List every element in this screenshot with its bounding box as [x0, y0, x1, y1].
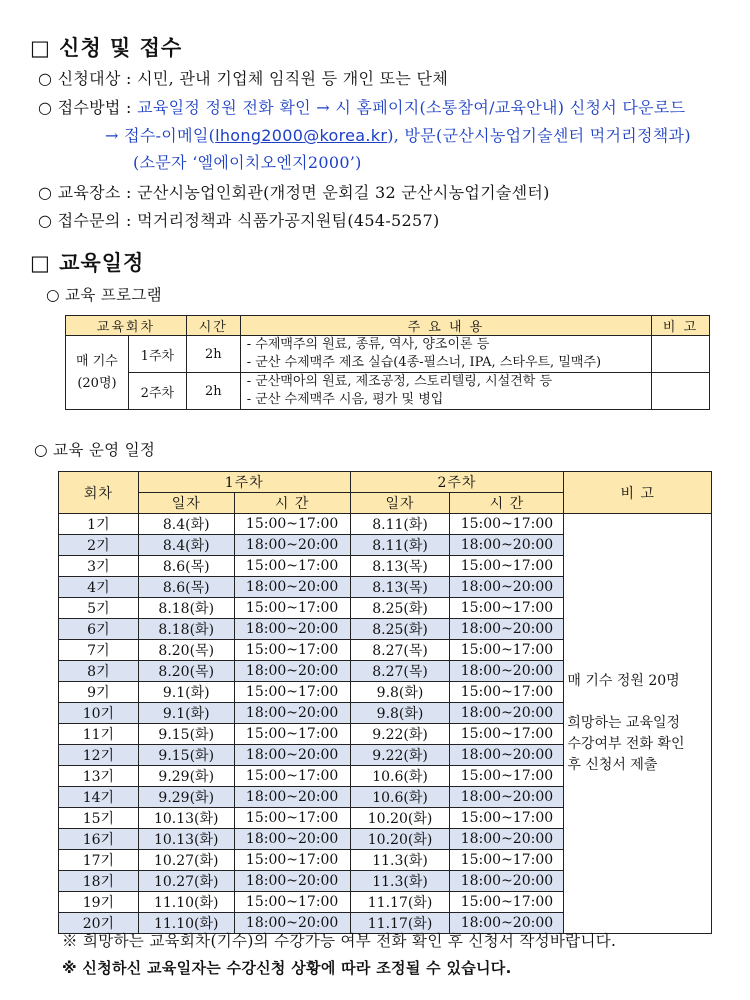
schedule-label: ○ 교육 운영 일정: [34, 441, 156, 459]
sched-header-round: 회차: [59, 472, 139, 514]
method-line2-post: ), 방문(군산시농업기술센터 먹거리정책과): [387, 126, 691, 145]
time2-cell: 15:00~17:00: [450, 850, 564, 871]
prog-content: [240, 373, 651, 410]
date1-cell: 9.29(화): [138, 766, 234, 787]
time1-cell: 15:00~17:00: [234, 640, 350, 661]
date1-cell: 8.4(화): [138, 514, 234, 535]
method-text: 교육일정 정원 전화 확인 → 시 홈페이지(소통참여/교육안내) 신청서 다운로드: [137, 98, 686, 117]
round-cell: 19기: [59, 892, 139, 913]
footnote-2: ※ 신청하신 교육일자는 수강신청 상황에 따라 조정될 수 있습니다.: [62, 959, 512, 977]
schedule-note-line: 수강여부 전화 확인: [567, 736, 685, 752]
time1-cell: 15:00~17:00: [234, 556, 350, 577]
prog-time: 2h: [186, 336, 240, 373]
date1-cell: 11.10(화): [138, 892, 234, 913]
date1-cell: 8.18(화): [138, 598, 234, 619]
prog-group-cell: [66, 336, 129, 410]
date1-cell: 9.29(화): [138, 787, 234, 808]
time2-cell: 15:00~17:00: [450, 556, 564, 577]
date2-cell: 8.27(목): [350, 640, 450, 661]
time1-cell: 15:00~17:00: [234, 892, 350, 913]
time2-cell: 18:00~20:00: [450, 535, 564, 556]
date1-cell: 10.27(화): [138, 850, 234, 871]
sched-header-week1: 1주차: [138, 472, 350, 493]
date2-cell: 9.22(화): [350, 724, 450, 745]
schedule-note-line: 후 신청서 제출: [567, 757, 658, 773]
time2-cell: 15:00~17:00: [450, 892, 564, 913]
round-cell: 18기: [59, 871, 139, 892]
round-cell: 10기: [59, 703, 139, 724]
time1-cell: 15:00~17:00: [234, 514, 350, 535]
time2-cell: 15:00~17:00: [450, 766, 564, 787]
time2-cell: 18:00~20:00: [450, 619, 564, 640]
schedule-note-cell: [564, 514, 712, 934]
time2-cell: 18:00~20:00: [450, 787, 564, 808]
date2-cell: 8.13(목): [350, 577, 450, 598]
prog-content-line: - 군산맥아의 원료, 제조공정, 스토리텔링, 시설견학 등: [246, 374, 553, 389]
round-cell: 11기: [59, 724, 139, 745]
date2-cell: 10.20(화): [350, 829, 450, 850]
round-cell: 13기: [59, 766, 139, 787]
time2-cell: 15:00~17:00: [450, 514, 564, 535]
prog-content: [240, 336, 651, 373]
date2-cell: 10.20(화): [350, 808, 450, 829]
date1-cell: 8.18(화): [138, 619, 234, 640]
round-cell: 1기: [59, 514, 139, 535]
time1-cell: 18:00~20:00: [234, 703, 350, 724]
schedule-note-line: 매 기수 정원 20명: [567, 673, 680, 689]
round-cell: 9기: [59, 682, 139, 703]
prog-note: [652, 373, 710, 410]
date1-cell: 10.13(화): [138, 829, 234, 850]
schedule-note-line: [567, 692, 708, 713]
date1-cell: 11.10(화): [138, 913, 234, 934]
date1-cell: 8.20(목): [138, 661, 234, 682]
section-heading-application: □ 신청 및 접수: [30, 36, 183, 60]
time1-cell: 18:00~20:00: [234, 619, 350, 640]
sched-header-time1: 시 간: [234, 493, 350, 514]
sched-header-date1: 일자: [138, 493, 234, 514]
prog-content-line: - 군산 수제맥주 제조 실습(4종-필스너, IPA, 스타우트, 밀맥주): [246, 355, 602, 370]
place-line: ○ 교육장소 : 군산시농업인회관(개정면 운회길 32 군산시농업기술센터): [38, 183, 550, 202]
round-cell: 2기: [59, 535, 139, 556]
date1-cell: 10.13(화): [138, 808, 234, 829]
date2-cell: 11.17(화): [350, 913, 450, 934]
date1-cell: 9.15(화): [138, 724, 234, 745]
time2-cell: 18:00~20:00: [450, 829, 564, 850]
method-prefix: ○ 접수방법 :: [38, 98, 138, 117]
time1-cell: 18:00~20:00: [234, 535, 350, 556]
time2-cell: 18:00~20:00: [450, 745, 564, 766]
prog-group: 매 기수: [76, 353, 118, 369]
sched-header-note: 비 고: [564, 472, 712, 514]
date2-cell: 8.13(목): [350, 556, 450, 577]
date1-cell: 9.1(화): [138, 703, 234, 724]
round-cell: 4기: [59, 577, 139, 598]
time1-cell: 15:00~17:00: [234, 682, 350, 703]
date2-cell: 8.27(목): [350, 661, 450, 682]
date2-cell: 9.22(화): [350, 745, 450, 766]
prog-week: 1주차: [128, 336, 186, 373]
round-cell: 6기: [59, 619, 139, 640]
prog-header-note: 비 고: [652, 316, 710, 336]
date1-cell: 8.20(목): [138, 640, 234, 661]
schedule-note-line: 희망하는 교육일정: [567, 715, 681, 731]
date2-cell: 11.3(화): [350, 871, 450, 892]
time2-cell: 15:00~17:00: [450, 640, 564, 661]
date1-cell: 9.15(화): [138, 745, 234, 766]
prog-content-line: - 수제맥주의 원료, 종류, 역사, 양조이론 등: [246, 337, 490, 352]
date1-cell: 9.1(화): [138, 682, 234, 703]
time2-cell: 15:00~17:00: [450, 724, 564, 745]
date1-cell: 8.4(화): [138, 535, 234, 556]
prog-note: [652, 336, 710, 373]
method-line2: [105, 123, 691, 146]
prog-time: 2h: [186, 373, 240, 410]
round-cell: 7기: [59, 640, 139, 661]
sched-header-time2: 시 간: [450, 493, 564, 514]
time2-cell: 18:00~20:00: [450, 871, 564, 892]
time1-cell: 15:00~17:00: [234, 808, 350, 829]
inquiry-line: ○ 접수문의 : 먹거리정책과 식품가공지원팀(454-5257): [38, 211, 440, 230]
date2-cell: 9.8(화): [350, 703, 450, 724]
schedule-body: [59, 514, 712, 934]
prog-header-time: 시간: [186, 316, 240, 336]
time2-cell: 15:00~17:00: [450, 682, 564, 703]
prog-group-sub: (20명): [77, 375, 117, 391]
round-cell: 5기: [59, 598, 139, 619]
date1-cell: 8.6(목): [138, 556, 234, 577]
round-cell: 20기: [59, 913, 139, 934]
prog-content-line: - 군산 수제맥주 시음, 평가 및 병입: [246, 392, 444, 407]
round-cell: 12기: [59, 745, 139, 766]
time1-cell: 18:00~20:00: [234, 829, 350, 850]
time1-cell: 18:00~20:00: [234, 661, 350, 682]
round-cell: 3기: [59, 556, 139, 577]
date2-cell: 10.6(화): [350, 787, 450, 808]
date2-cell: 8.11(화): [350, 514, 450, 535]
round-cell: 14기: [59, 787, 139, 808]
time2-cell: 18:00~20:00: [450, 577, 564, 598]
time1-cell: 18:00~20:00: [234, 871, 350, 892]
time1-cell: 15:00~17:00: [234, 766, 350, 787]
time1-cell: 18:00~20:00: [234, 913, 350, 934]
time2-cell: 18:00~20:00: [450, 703, 564, 724]
time1-cell: 18:00~20:00: [234, 577, 350, 598]
program-table: [65, 315, 710, 410]
date2-cell: 9.8(화): [350, 682, 450, 703]
program-label: ○ 교육 프로그램: [46, 286, 162, 304]
date2-cell: 11.17(화): [350, 892, 450, 913]
round-cell: 16기: [59, 829, 139, 850]
date2-cell: 11.3(화): [350, 850, 450, 871]
date2-cell: 8.11(화): [350, 535, 450, 556]
email-link[interactable]: lhong2000@korea.kr: [215, 126, 388, 145]
method-line2-pre: → 접수-이메일(: [105, 126, 216, 145]
schedule-table: [58, 471, 712, 934]
round-cell: 8기: [59, 661, 139, 682]
time2-cell: 15:00~17:00: [450, 808, 564, 829]
date1-cell: 8.6(목): [138, 577, 234, 598]
date1-cell: 10.27(화): [138, 871, 234, 892]
prog-header-round: 교육회차: [66, 316, 187, 336]
time2-cell: 18:00~20:00: [450, 661, 564, 682]
time1-cell: 15:00~17:00: [234, 598, 350, 619]
date2-cell: 10.6(화): [350, 766, 450, 787]
time1-cell: 15:00~17:00: [234, 724, 350, 745]
sched-header-date2: 일자: [350, 493, 450, 514]
date2-cell: 8.25(화): [350, 598, 450, 619]
target-line: ○ 신청대상 : 시민, 관내 기업체 임직원 등 개인 또는 단체: [38, 69, 449, 88]
method-line3: (소문자 ‘엘에이치오엔지2000’): [133, 153, 362, 172]
table-row: [59, 514, 712, 535]
time1-cell: 18:00~20:00: [234, 745, 350, 766]
footnote-1: ※ 희망하는 교육회차(기수)의 수강가능 여부 전화 확인 후 신청서 작성바랍니다.: [62, 932, 617, 950]
prog-header-content: 주 요 내 용: [240, 316, 651, 336]
time1-cell: 18:00~20:00: [234, 787, 350, 808]
date2-cell: 8.25(화): [350, 619, 450, 640]
sched-header-week2: 2주차: [350, 472, 564, 493]
round-cell: 15기: [59, 808, 139, 829]
method-line: [38, 95, 685, 118]
prog-week: 2주차: [128, 373, 186, 410]
time2-cell: 18:00~20:00: [450, 913, 564, 934]
section-heading-schedule: □ 교육일정: [30, 251, 145, 275]
round-cell: 17기: [59, 850, 139, 871]
time1-cell: 15:00~17:00: [234, 850, 350, 871]
time2-cell: 15:00~17:00: [450, 598, 564, 619]
